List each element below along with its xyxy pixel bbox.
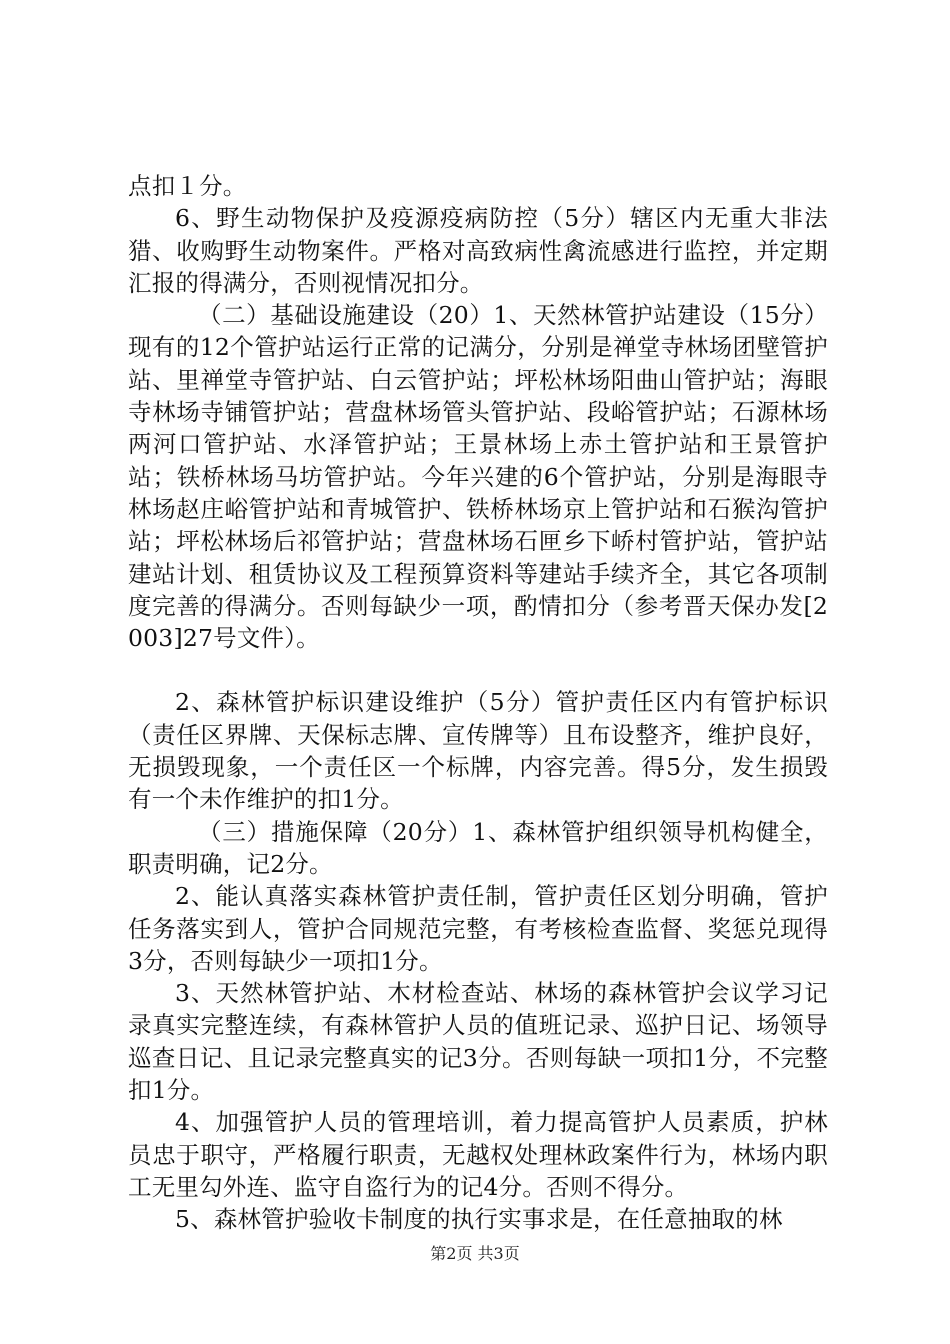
paragraph-spacer	[128, 654, 828, 686]
paragraph-item-5-acceptance: 5、森林管护验收卡制度的执行实事求是，在任意抽取的林	[175, 1205, 783, 1234]
paragraph-item-2-responsibility: 2、能认真落实森林管护责任制，管护责任区划分明确，管护任务落实到人，管护合同规范完整，有考核检查监督、奖惩兑现得3分，否则每缺少一项扣1分。	[128, 882, 828, 975]
paragraph-item-4-training: 4、加强管护人员的管理培训，着力提高管护人员素质，护林员忠于职守，严格履行职责，无越权处理林政案件行为，林场内职工无里勾外连、监守自盗行为的记4分。否则不得分。	[128, 1108, 828, 1201]
paragraph-item-2-signage: 2、森林管护标识建设维护（5分）管护责任区内有管护标识（责任区界牌、天保标志牌、宣传牌等）且布设整齐，维护良好，无损毁现象，一个责任区一个标牌，内容完善。得5分，发生损毁有一个未作维护的扣1分。	[128, 688, 828, 814]
paragraph-item-3-records: 3、天然林管护站、木材检查站、林场的森林管护会议学习记录真实完整连续，有森林管护人员的值班记录、巡护日记、场领导巡查日记、且记录完整真实的记3分。否则每缺一项扣1分，不完整扣1分。	[128, 979, 828, 1105]
paragraph-continuation: 点扣１分。	[128, 172, 247, 200]
paragraph-section-2-infrastructure: （二）基础设施建设（20）1、天然林管护站建设（15分）现有的12个管护站运行正常的记满分，分别是禅堂寺林场团壁管护站、里禅堂寺管护站、白云管护站；坪松林场阳曲山管护站；海眼寺林场寺铺管护站；营盘林场管头管护站、段峪管护站；石源林场两河口管护站、水泽管护站；王景林场上赤土管护站和王景管护站；铁桥林场马坊管护站。今年兴建的6个管护站，分别是海眼寺林场赵庄峪管护站和青城管护、铁桥林场京上管护站和石猴沟管护站；坪松林场后祁管护站；营盘林场石匣乡下峤村管护站，管护站建站计划、租赁协议及工程预算资料等建站手续齐全，其它各项制度完善的得满分。否则每缺少一项，酌情扣分（参考晋天保办发[2003]27号文件）。	[128, 301, 828, 653]
paragraph-section-3-measures: （三）措施保障（20分）1、森林管护组织领导机构健全，职责明确，记2分。	[128, 817, 828, 878]
page-footer: 第2页 共3页	[430, 1244, 520, 1263]
paragraph-item-6-wildlife: 6、野生动物保护及疫源疫病防控（5分）辖区内无重大非法猎、收购野生动物案件。严格对高致病性禽流感进行监控，并定期汇报的得满分，否则视情况扣分。	[128, 204, 828, 297]
document-body	[128, 170, 828, 1236]
